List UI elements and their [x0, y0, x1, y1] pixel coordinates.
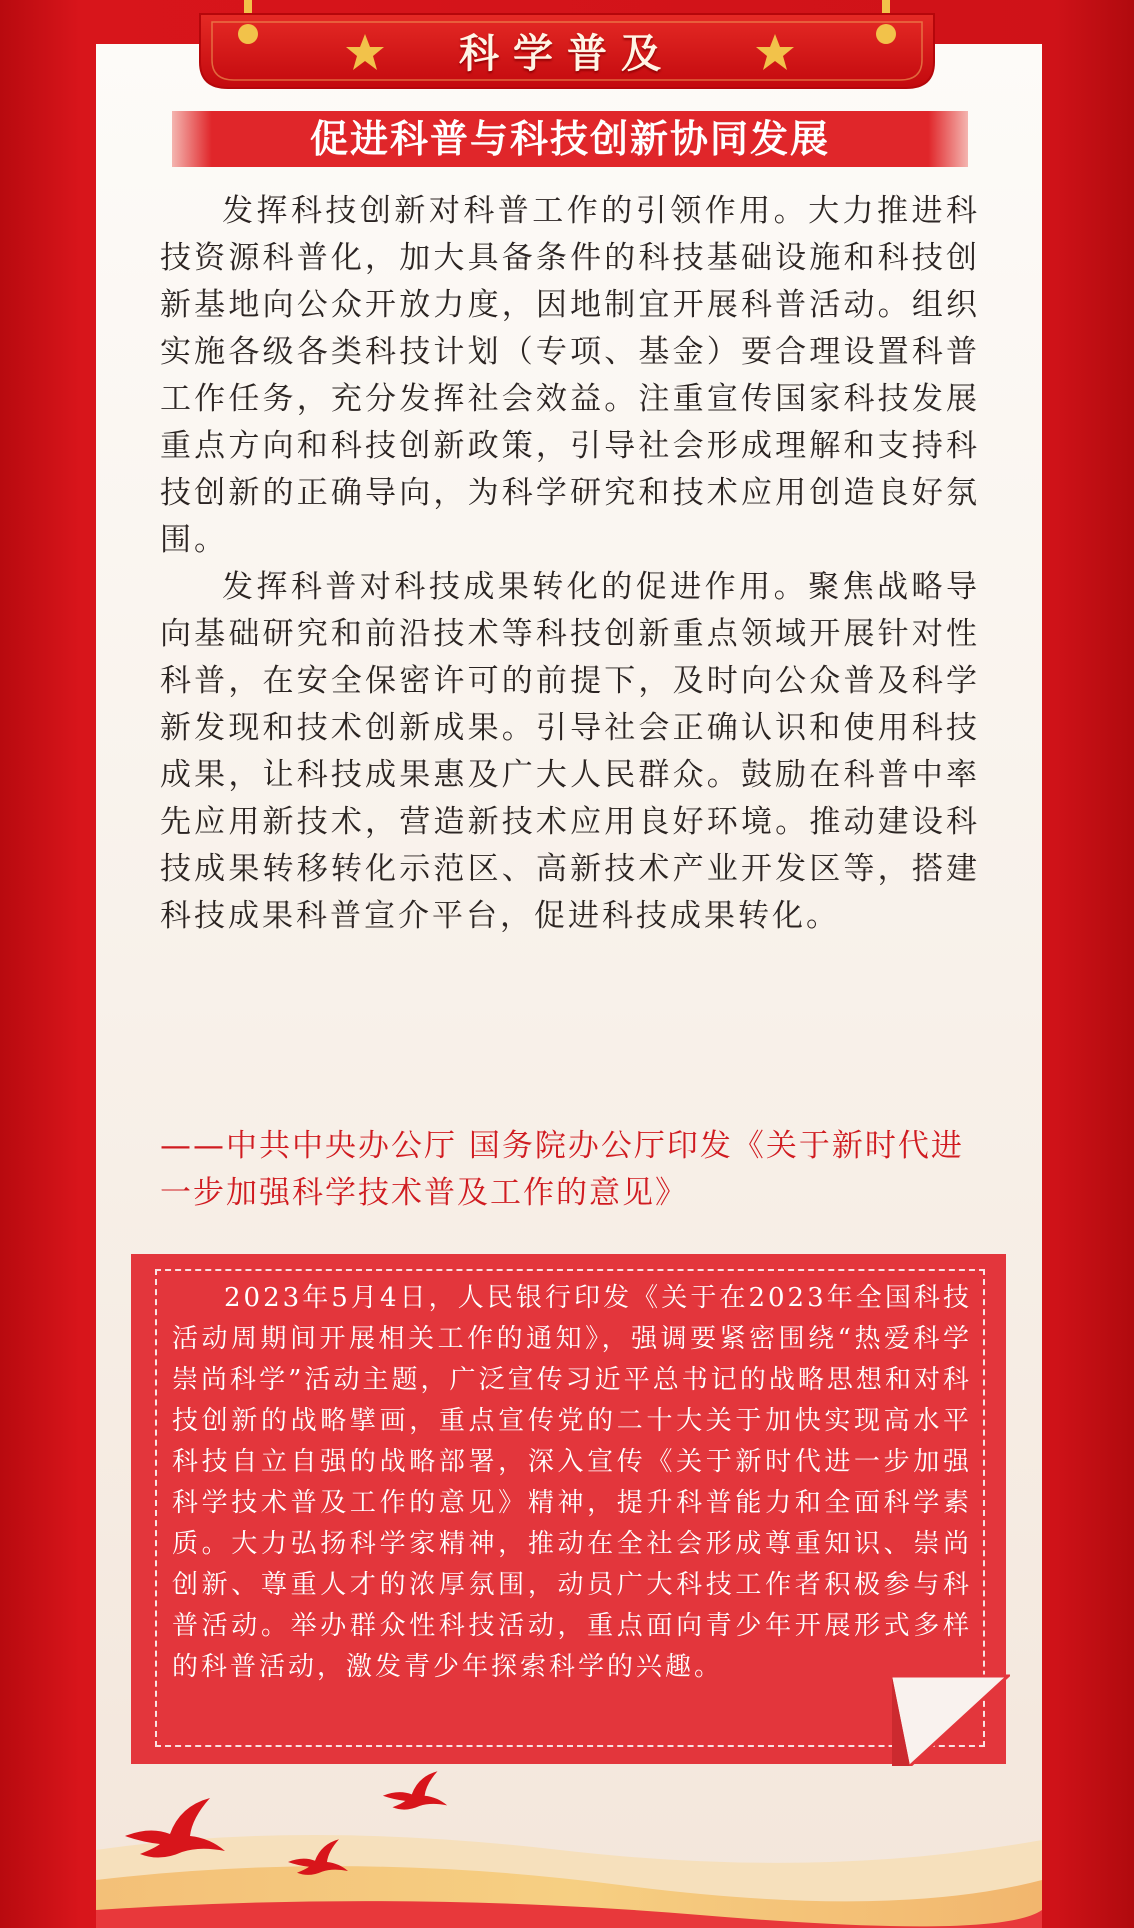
paragraph: 发挥科技创新对科普工作的引领作用。大力推进科技资源科普化，加大具备条件的科技基础设施和科技创新基地向公众开放力度，因地制宜开展科普活动。组织实施各级各类科技计划（专项、基金）要合理设置科普工作任务，充分发挥社会效益。注重宣传国家科技发展重点方向和科技创新政策，引导社会形成理解和支持科技创新的正确导向，为科学研究和技术应用创造良好氛围。	[160, 193, 980, 558]
notice-text	[172, 1278, 972, 1688]
source-quote: ——中共中央办公厅 国务院办公厅印发《关于新时代进一步加强科学技术普及工作的意见》	[160, 1128, 964, 1211]
notice-paragraph: 2023年5月4日，人民银行印发《关于在2023年全国科技活动周期间开展相关工作的通知》，强调要紧密围绕“热爱科学 崇尚科学”活动主题，广泛宣传习近平总书记的战略思想和对科技创新的战略擘画，重点宣传党的二十大关于加快实现高水平科技自立自强的战略部署，深入宣传《关于新时代进一步加强科学技术普及工作的意见》精神，提升科普能力和全面科学素质。大力弘扬科学家精神，推动在全社会形成尊重知识、崇尚创新、尊重人才的浓厚氛围，动员广大科技工作者积极参与科普活动。举办群众性科技活动，重点面向青少年开展形式多样的科普活动，激发青少年探索科学的兴趣。	[172, 1283, 972, 1682]
page-fold-corner	[880, 1666, 1010, 1766]
subtitle: 促进科普与科技创新协同发展	[309, 117, 830, 161]
article-body	[160, 188, 980, 940]
bird-icon	[120, 1796, 230, 1866]
bird-icon	[375, 1770, 455, 1815]
banner-title: 科学普及	[459, 30, 675, 77]
top-banner	[0, 0, 1134, 110]
bird-icon	[282, 1838, 354, 1880]
paragraph: 发挥科普对科技成果转化的促进作用。聚焦战略导向基础研究和前沿技术等科技创新重点领域开展针对性科普，在安全保密许可的前提下，及时向公众普及科学新发现和技术创新成果。引导社会正确认识和使用科技成果，让科技成果惠及广大人民群众。鼓励在科普中率先应用新技术，营造新技术应用良好环境。推动建设科技成果转移转化示范区、高新技术产业开发区等，搭建科技成果科普宣介平台，促进科技成果转化。	[160, 569, 980, 934]
